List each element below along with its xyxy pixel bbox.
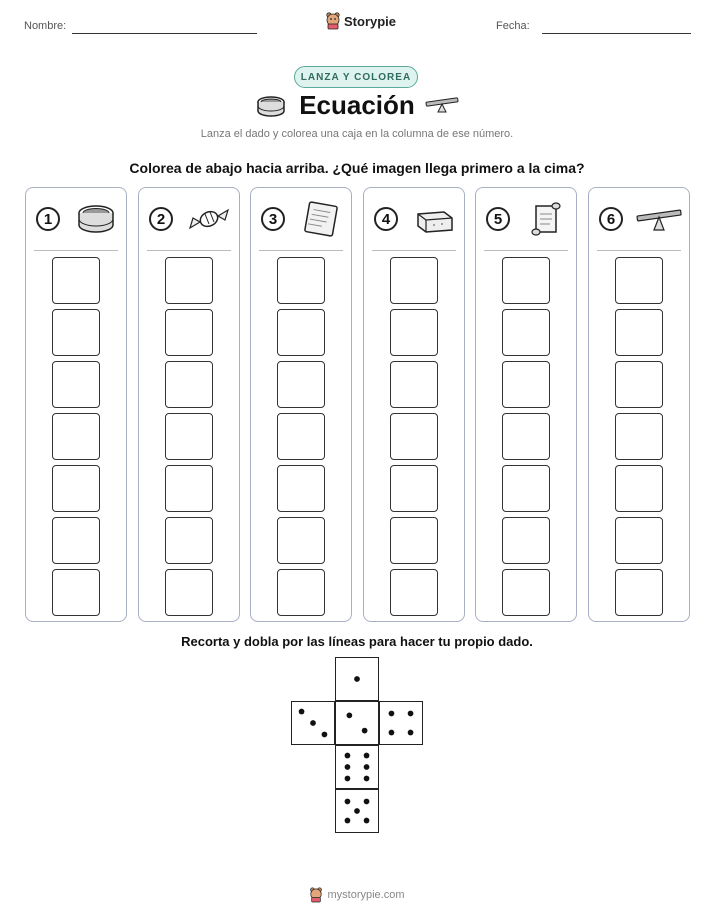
color-box[interactable] (52, 361, 100, 408)
die-face-3 (291, 701, 335, 745)
color-box[interactable] (390, 569, 438, 616)
color-box[interactable] (615, 361, 663, 408)
scroll-icon (520, 200, 572, 238)
color-box[interactable] (390, 309, 438, 356)
color-box[interactable] (52, 309, 100, 356)
color-box[interactable] (52, 517, 100, 564)
color-instruction: Colorea de abajo hacia arriba. ¿Qué imagen llega primero a la cima? (129, 160, 585, 176)
column-divider (484, 250, 568, 251)
color-box[interactable] (502, 569, 550, 616)
color-box[interactable] (502, 465, 550, 512)
footer-url: mystorypie.com (327, 889, 405, 901)
footer (0, 887, 714, 903)
color-box[interactable] (277, 569, 325, 616)
column-1 (25, 187, 127, 622)
color-box[interactable] (277, 309, 325, 356)
brand-name: Storypie (344, 13, 397, 29)
color-box[interactable] (165, 413, 213, 460)
column-number: 4 (374, 207, 398, 231)
bear-mascot-icon (325, 12, 341, 30)
color-box[interactable] (390, 465, 438, 512)
color-box[interactable] (52, 569, 100, 616)
column-5 (475, 187, 577, 622)
subtitle: Lanza el dado y colorea una caja en la columna de ese número. (200, 128, 514, 140)
column-divider (147, 250, 231, 251)
die-face-6 (335, 745, 379, 789)
color-box[interactable] (165, 309, 213, 356)
column-divider (34, 250, 118, 251)
column-divider (597, 250, 681, 251)
color-box[interactable] (52, 257, 100, 304)
color-box[interactable] (390, 517, 438, 564)
cut-instruction: Recorta y dobla por las líneas para hacer tu propio dado. (181, 634, 533, 649)
die-face-1 (335, 657, 379, 701)
color-box[interactable] (390, 257, 438, 304)
column-6 (588, 187, 690, 622)
column-4 (363, 187, 465, 622)
drum-icon (70, 200, 122, 238)
color-box[interactable] (52, 465, 100, 512)
column-number: 6 (599, 207, 623, 231)
color-box[interactable] (390, 413, 438, 460)
candy-icon (183, 200, 235, 238)
color-box[interactable] (277, 517, 325, 564)
color-box[interactable] (615, 465, 663, 512)
color-box[interactable] (277, 257, 325, 304)
color-box[interactable] (615, 413, 663, 460)
color-box[interactable] (165, 361, 213, 408)
column-number: 2 (149, 207, 173, 231)
date-label: Fecha: (496, 20, 530, 32)
color-box[interactable] (615, 569, 663, 616)
column-number: 3 (261, 207, 285, 231)
die-face-4 (379, 701, 423, 745)
die-face-2 (335, 701, 379, 745)
date-line[interactable] (542, 33, 691, 34)
bear-mascot-icon (309, 887, 323, 903)
column-divider (372, 250, 456, 251)
page-title: Ecuación (299, 90, 415, 120)
color-box[interactable] (165, 517, 213, 564)
color-box[interactable] (165, 257, 213, 304)
color-box[interactable] (615, 517, 663, 564)
color-box[interactable] (615, 309, 663, 356)
column-header (251, 200, 351, 240)
color-box[interactable] (165, 569, 213, 616)
name-line[interactable] (72, 33, 257, 34)
column-number: 1 (36, 207, 60, 231)
brand-logo (325, 12, 396, 30)
color-box[interactable] (502, 309, 550, 356)
seesaw-icon (424, 96, 460, 114)
column-header (364, 200, 464, 240)
sponge-icon (408, 200, 460, 238)
color-box[interactable] (615, 257, 663, 304)
column-header (26, 200, 126, 240)
seesaw-icon (633, 200, 685, 238)
color-box[interactable] (277, 413, 325, 460)
column-header (589, 200, 689, 240)
color-box[interactable] (52, 413, 100, 460)
name-label: Nombre: (24, 20, 67, 32)
column-3 (250, 187, 352, 622)
column-divider (259, 250, 343, 251)
tablet-icon (295, 200, 347, 238)
color-box[interactable] (502, 517, 550, 564)
color-box[interactable] (502, 361, 550, 408)
die-face-5 (335, 789, 379, 833)
color-box[interactable] (502, 413, 550, 460)
column-2 (138, 187, 240, 622)
color-box[interactable] (165, 465, 213, 512)
activity-badge: LANZA Y COLOREA (294, 66, 418, 88)
color-box[interactable] (277, 465, 325, 512)
color-box[interactable] (390, 361, 438, 408)
column-header (476, 200, 576, 240)
color-box[interactable] (277, 361, 325, 408)
color-box[interactable] (502, 257, 550, 304)
column-header (139, 200, 239, 240)
column-number: 5 (486, 207, 510, 231)
